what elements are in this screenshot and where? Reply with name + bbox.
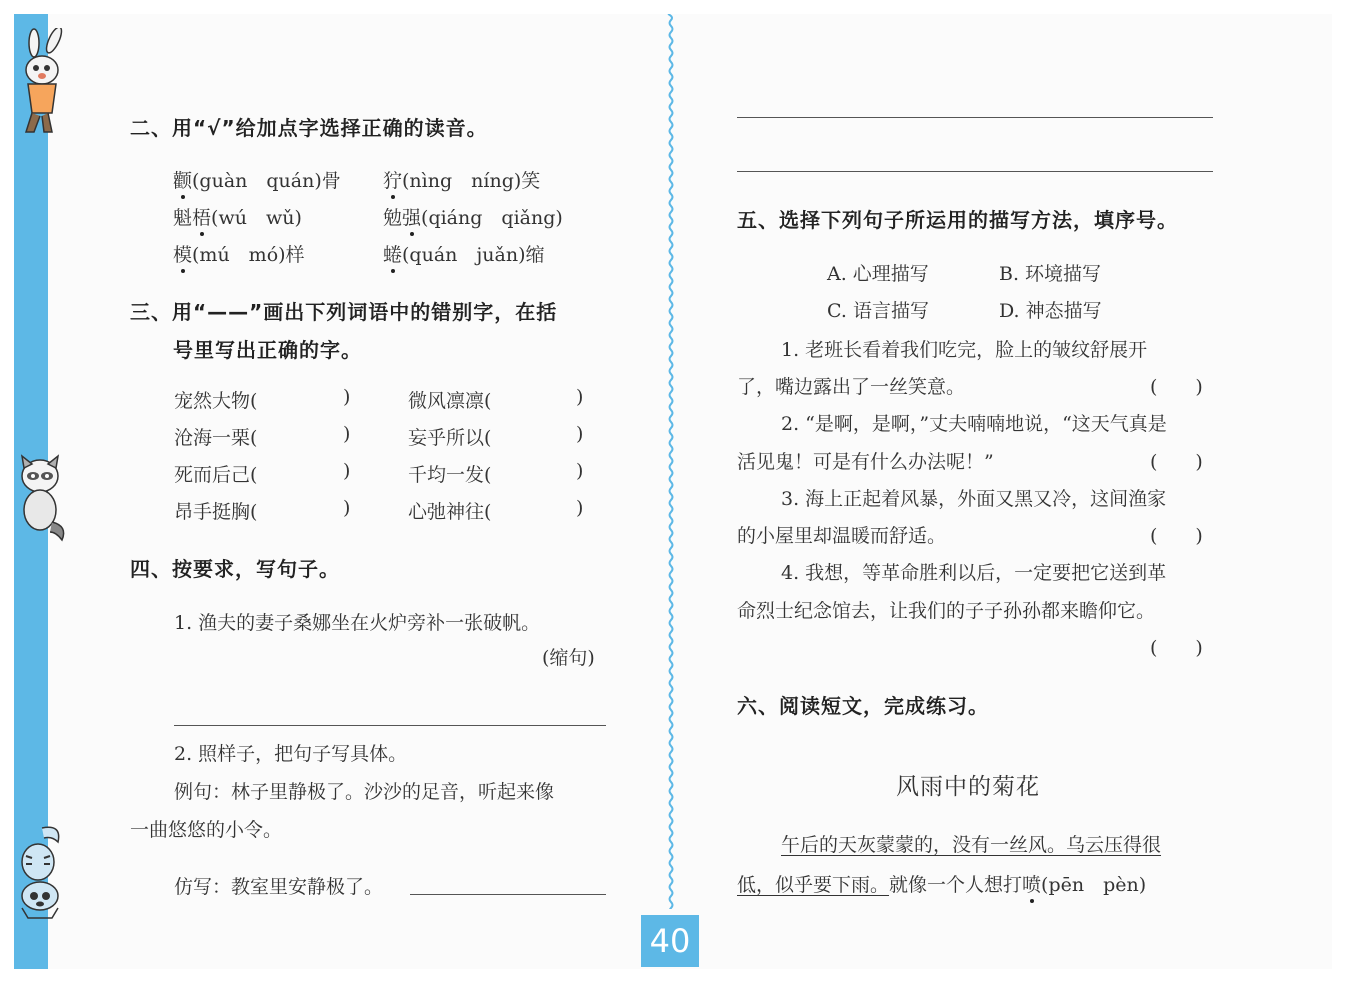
- idiom-close-paren: ): [576, 423, 584, 445]
- idiom-item: 昂手挺胸(: [174, 501, 258, 523]
- answer-line: [737, 117, 1213, 118]
- rabbit-mascot-icon: [12, 28, 72, 138]
- idiom-close-paren: ): [343, 460, 351, 482]
- section-6-title: 六、阅读短文，完成练习。: [737, 694, 989, 718]
- example-line-1: 例句：林子里静极了。沙沙的足音，听起来像: [174, 781, 555, 803]
- section-4-title: 四、按要求，写句子。: [130, 557, 340, 581]
- sec4-question-1: 1. 渔夫的妻子桑娜坐在火炉旁补一张破帆。: [174, 612, 541, 634]
- section-3-title-line1: 三、用“——”画出下列词语中的错别字，在括: [130, 300, 558, 324]
- idiom-item: 心弛神往(: [408, 501, 492, 523]
- answer-line: [737, 171, 1213, 172]
- idiom-close-paren: ): [343, 386, 351, 408]
- idiom-item: 微风凛凛(: [408, 390, 492, 412]
- sec4-question-2: 2. 照样子，把句子写具体。: [174, 743, 408, 765]
- center-wavy-divider: [664, 14, 678, 909]
- sec5-q4-line2: 命烈士纪念馆去，让我们的子子孙孙都来瞻仰它。: [737, 600, 1156, 622]
- raccoon-mascot-icon: [12, 452, 70, 544]
- imitate-prompt: 仿写：教室里安静极了。: [174, 876, 384, 898]
- idiom-item: 妄乎所以(: [408, 427, 492, 449]
- sec5-q4-line1: 4. 我想，等革命胜利以后，一定要把它送到革: [781, 562, 1167, 584]
- pinyin-item: 蜷(quán juǎn)缩: [383, 244, 545, 266]
- idiom-item: 死而后己(: [174, 464, 258, 486]
- answer-parentheses: ( ): [1150, 451, 1203, 473]
- option-b: B. 环境描写: [999, 263, 1102, 285]
- section-2-title: 二、用“√”给加点字选择正确的读音。: [130, 116, 488, 140]
- sec5-q3-line1: 3. 海上正起着风暴，外面又黑又冷，这间渔家: [781, 488, 1167, 510]
- option-c: C. 语言描写: [827, 300, 929, 322]
- idiom-close-paren: ): [343, 423, 351, 445]
- answer-parentheses: ( ): [1150, 376, 1203, 398]
- sec5-q3-line2: 的小屋里却温暖而舒适。: [737, 525, 947, 547]
- answer-parentheses: ( ): [1150, 637, 1203, 659]
- page-number: 40: [641, 915, 699, 967]
- sec5-q1-line1: 1. 老班长看着我们吃完，脸上的皱纹舒展开: [781, 339, 1148, 361]
- idiom-item: 千均一发(: [408, 464, 492, 486]
- sec5-q1-line2: 了，嘴边露出了一丝笑意。: [737, 376, 966, 398]
- answer-line: [174, 725, 606, 726]
- idiom-item: 沧海一栗(: [174, 427, 258, 449]
- option-a: A. 心理描写: [827, 263, 929, 285]
- pinyin-item: 颧(guàn quán)骨: [173, 170, 341, 192]
- tiger-mascot-icon: [12, 822, 70, 922]
- story-title: 风雨中的菊花: [896, 774, 1040, 800]
- story-line-1: 午后的天灰蒙蒙的，没有一丝风。乌云压得很: [781, 834, 1162, 856]
- pinyin-item: 模(mú mó)样: [173, 244, 305, 266]
- example-line-2: 一曲悠悠的小令。: [130, 819, 283, 841]
- imitate-answer-line: [410, 894, 606, 895]
- idiom-close-paren: ): [576, 386, 584, 408]
- option-d: D. 神态描写: [999, 300, 1102, 322]
- sec4-q1-note: (缩句): [542, 647, 595, 669]
- story-line-2: 低，似乎要下雨。就像一个人想打喷(pēn pèn): [737, 874, 1147, 896]
- answer-parentheses: ( ): [1150, 525, 1203, 547]
- idiom-close-paren: ): [576, 497, 584, 519]
- sec5-q2-line1: 2. “是啊，是啊，”丈夫喃喃地说，“这天气真是: [781, 413, 1167, 435]
- section-5-title: 五、选择下列句子所运用的描写方法，填序号。: [737, 208, 1178, 232]
- pinyin-item: 勉强(qiáng qiǎng): [383, 207, 563, 229]
- idiom-close-paren: ): [343, 497, 351, 519]
- idiom-close-paren: ): [576, 460, 584, 482]
- section-3-title-line2: 号里写出正确的字。: [173, 338, 362, 362]
- pinyin-item: 狞(nìng níng)笑: [383, 170, 541, 192]
- idiom-item: 宠然大物(: [174, 390, 258, 412]
- sec5-q2-line2: 活见鬼！可是有什么办法呢！”: [737, 451, 994, 473]
- pinyin-item: 魁梧(wú wǔ): [173, 207, 302, 229]
